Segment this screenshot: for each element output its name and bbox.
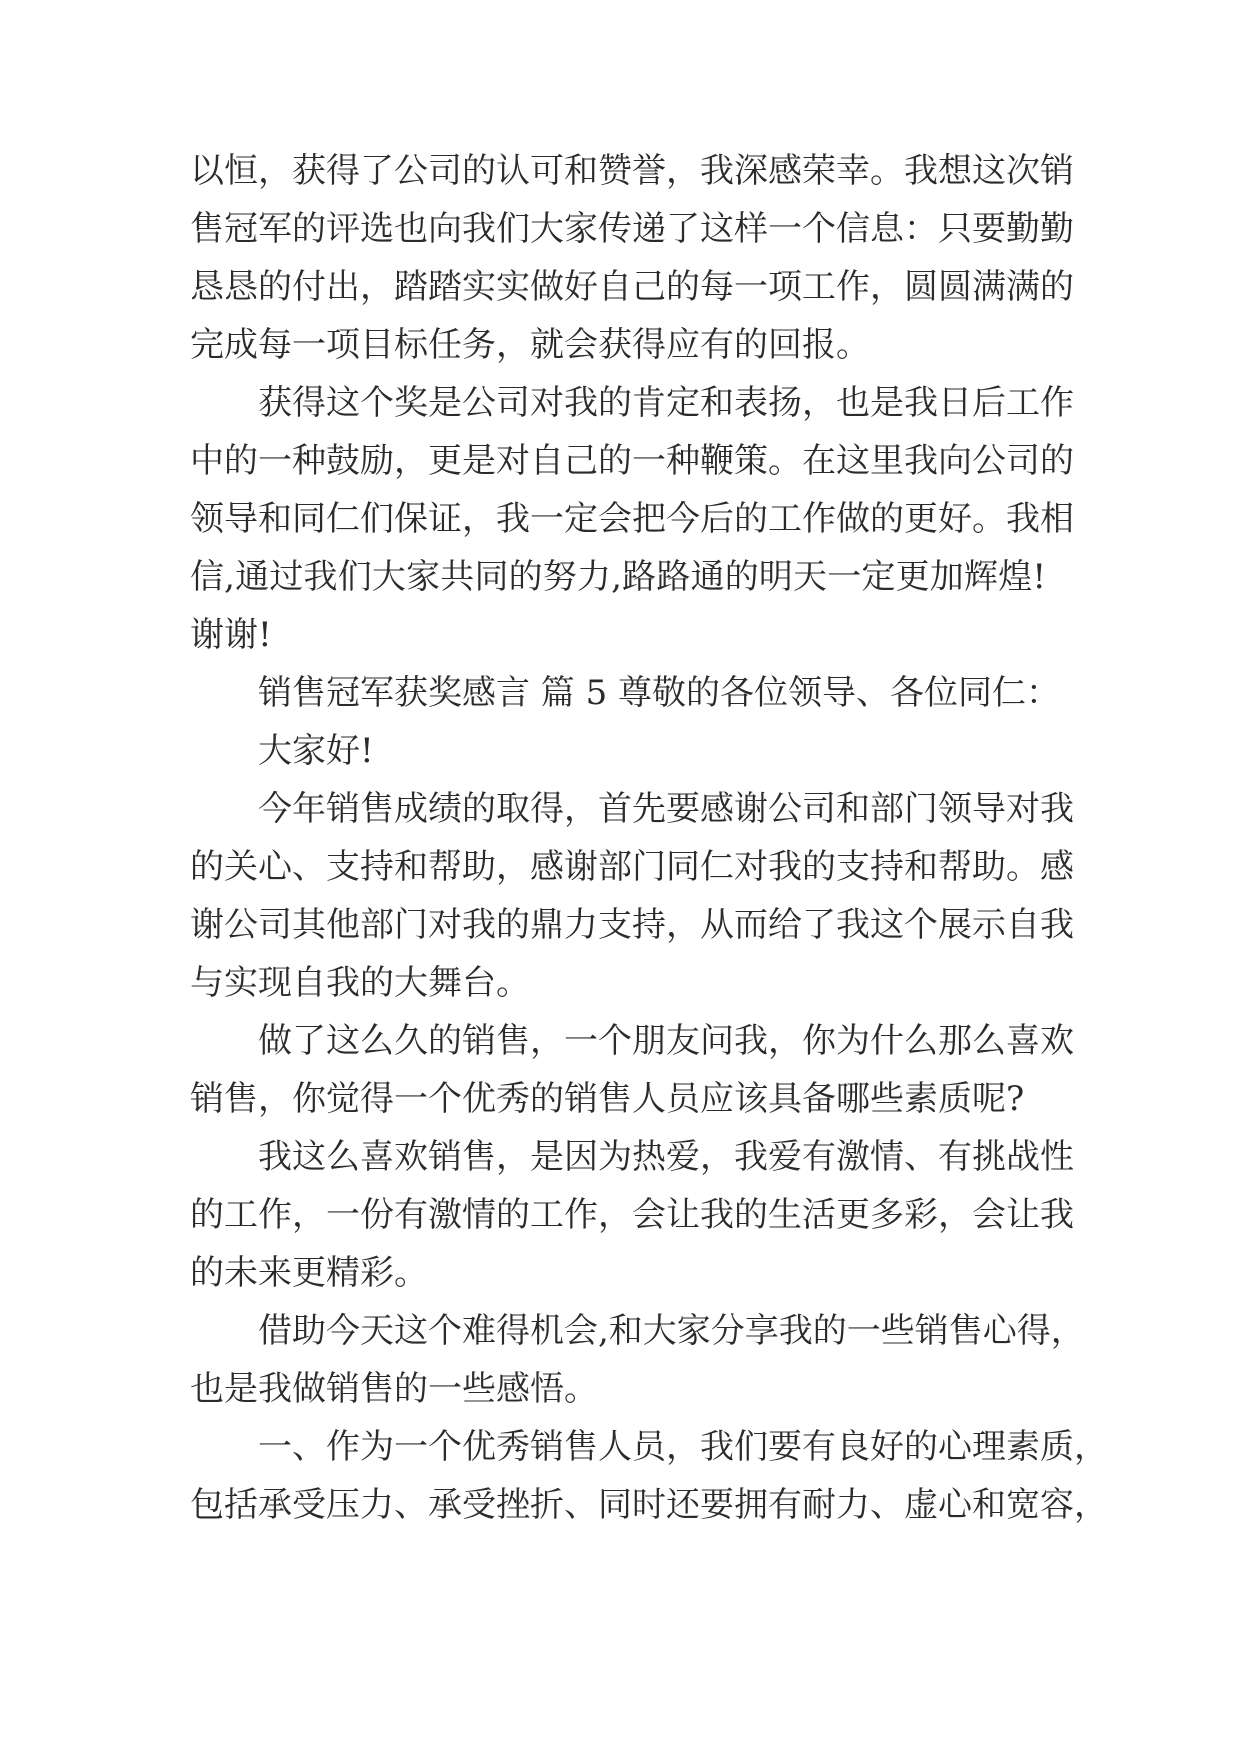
text-line: 以恒，获得了公司的认可和赞誉，我深感荣幸。我想这次销	[190, 151, 1074, 191]
text-line: 一、作为一个优秀销售人员，我们要有良好的心理素质，	[258, 1427, 1108, 1467]
document-body	[190, 142, 1108, 1534]
text-line: 的关心、支持和帮助，感谢部门同仁对我的支持和帮助。感	[190, 847, 1074, 887]
text-line: 的未来更精彩。	[190, 1253, 428, 1293]
text-line: 包括承受压力、承受挫折、同时还要拥有耐力、虚心和宽容，	[190, 1485, 1108, 1525]
text-line: 中的一种鼓励，更是对自己的一种鞭策。在这里我向公司的	[190, 441, 1074, 481]
text-line: 的工作，一份有激情的工作，会让我的生活更多彩，会让我	[190, 1195, 1074, 1235]
text-line: 恳恳的付出，踏踏实实做好自己的每一项工作，圆圆满满的	[190, 267, 1074, 307]
text-line: 也是我做销售的一些感悟。	[190, 1369, 598, 1409]
text-line: 大家好!	[258, 731, 374, 771]
text-line: 与实现自我的大舞台。	[190, 963, 530, 1003]
text-line: 我这么喜欢销售，是因为热爱，我爱有激情、有挑战性	[258, 1137, 1074, 1177]
text-line: 做了这么久的销售，一个朋友问我，你为什么那么喜欢	[258, 1021, 1074, 1061]
text-line: 今年销售成绩的取得，首先要感谢公司和部门领导对我	[258, 789, 1074, 829]
text-line: 获得这个奖是公司对我的肯定和表扬，也是我日后工作	[258, 383, 1074, 423]
text-line: 借助今天这个难得机会,和大家分享我的一些销售心得，	[258, 1311, 1085, 1351]
text-line: 领导和同仁们保证，我一定会把今后的工作做的更好。我相	[190, 499, 1074, 539]
text-line: 销售冠军获奖感言 篇 5 尊敬的各位领导、各位同仁：	[258, 673, 1061, 713]
text-line: 完成每一项目标任务，就会获得应有的回报。	[190, 325, 870, 365]
text-line: 信,通过我们大家共同的努力,路路通的明天一定更加辉煌!	[190, 557, 1046, 597]
text-line: 销售，你觉得一个优秀的销售人员应该具备哪些素质呢?	[190, 1079, 1025, 1119]
text-line: 售冠军的评选也向我们大家传递了这样一个信息：只要勤勤	[190, 209, 1074, 249]
text-line: 谢谢!	[190, 615, 272, 655]
text-line: 谢公司其他部门对我的鼎力支持，从而给了我这个展示自我	[190, 905, 1074, 945]
